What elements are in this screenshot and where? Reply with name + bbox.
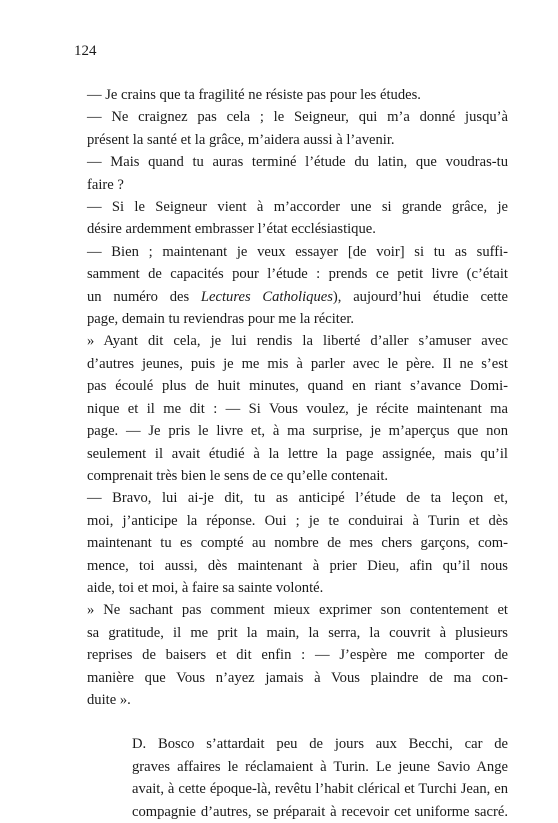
italic-title: Lectures Catholiques <box>200 288 333 305</box>
paragraph-7 <box>74 487 508 599</box>
paragraph-6 <box>74 330 508 487</box>
paragraph-8 <box>74 599 508 711</box>
text-line: » Ne sachant pas comment mieux exprimer son contentement et <box>87 602 508 619</box>
text-line: comprenait très bien le sens de ce qu’elle contenait. <box>87 467 389 484</box>
paragraph-3 <box>74 151 508 196</box>
page-number: 124 <box>74 43 97 59</box>
text-line: nique et il me dit : — Si Vous voulez, je récite maintenant ma <box>87 400 508 417</box>
text-line: faire ? <box>87 176 124 193</box>
text-line: avait, à cette époque-là, revêtu l’habit clérical et Turchi Jean, en <box>132 781 508 798</box>
text-line: samment de capacités pour l’étude : prends ce petit livre (c’était <box>87 266 508 283</box>
text-line: désire ardemment embrasser l’état ecclésiastique. <box>87 221 376 238</box>
paragraph-4 <box>74 196 508 241</box>
text-line: aide, toi et moi, à faire sa sainte volonté. <box>87 579 324 596</box>
text-line: — Si le Seigneur vient à m’accorder une si grande grâce, je <box>87 199 508 216</box>
text-line: — Ne craignez pas cela ; le Seigneur, qui m’a donné jusqu’à <box>87 109 508 126</box>
text-line: reprises de baisers et dit enfin : — J’espère me comporter de <box>87 647 508 664</box>
paragraph-1 <box>74 84 508 106</box>
text-line: compagnie d’autres, se préparait à recevoir cet uniforme sacré. <box>132 803 508 820</box>
text-line: maintenant tu es compté au nombre de mes chers garçons, com- <box>87 535 508 552</box>
text-line: moi, j’anticipe la réponse. Oui ; je te conduirai à Turin et dès <box>87 512 508 529</box>
text-line: manière que Vous n’ayez jamais à Vous plaindre de ma con- <box>87 669 508 686</box>
text-line: » Ayant dit cela, je lui rendis la liberté d’aller s’amuser avec <box>87 333 508 350</box>
text-line: duite ». <box>87 691 131 708</box>
text-line: page, demain tu reviendras pour me la réciter. <box>87 311 355 328</box>
text-line: page. — Je pris le livre et, à ma surprise, je m’aperçus que non <box>87 423 508 440</box>
text-fragment: un numéro des <box>87 288 201 305</box>
text-line: sa gratitude, il me prit la main, la serra, la couvrit à plusieurs <box>87 624 508 641</box>
paragraph-9 <box>74 733 508 823</box>
paragraph-2 <box>74 106 508 151</box>
text-line: — Bien ; maintenant je veux essayer [de voir] si tu as suffi- <box>87 243 508 260</box>
paragraph-5 <box>74 241 508 331</box>
text-line: mence, toi aussi, dès maintenant à prier Dieu, afin qu’il nous <box>87 557 508 574</box>
text-line: présent la santé et la grâce, m’aidera aussi à l’avenir. <box>87 131 395 148</box>
text-line: seulement il avait étudié à la lettre la page assignée, mais qu’il <box>87 445 508 462</box>
text-line-with-italic <box>74 286 508 308</box>
text-line: — Mais quand tu auras terminé l’étude du latin, que voudras-tu <box>87 154 508 171</box>
text-line: — Bravo, lui ai-je dit, tu as anticipé l’étude de ta leçon et, <box>87 490 508 507</box>
text-line: d’autres jeunes, puis je me mis à parler avec le père. Il ne s’est <box>87 355 508 372</box>
text-line: — Je crains que ta fragilité ne résiste pas pour les études. <box>87 87 421 103</box>
body-text <box>74 84 508 823</box>
text-line: pas écoulé plus de huit minutes, quand en riant s’avance Domi- <box>87 378 508 395</box>
text-line: graves affaires le réclamaient à Turin. Le jeune Savio Ange <box>132 758 508 775</box>
text-line: D. Bosco s’attardait peu de jours aux Becchi, car de <box>132 736 508 753</box>
text-fragment: ), aujourd’hui étudie cette <box>332 288 508 305</box>
